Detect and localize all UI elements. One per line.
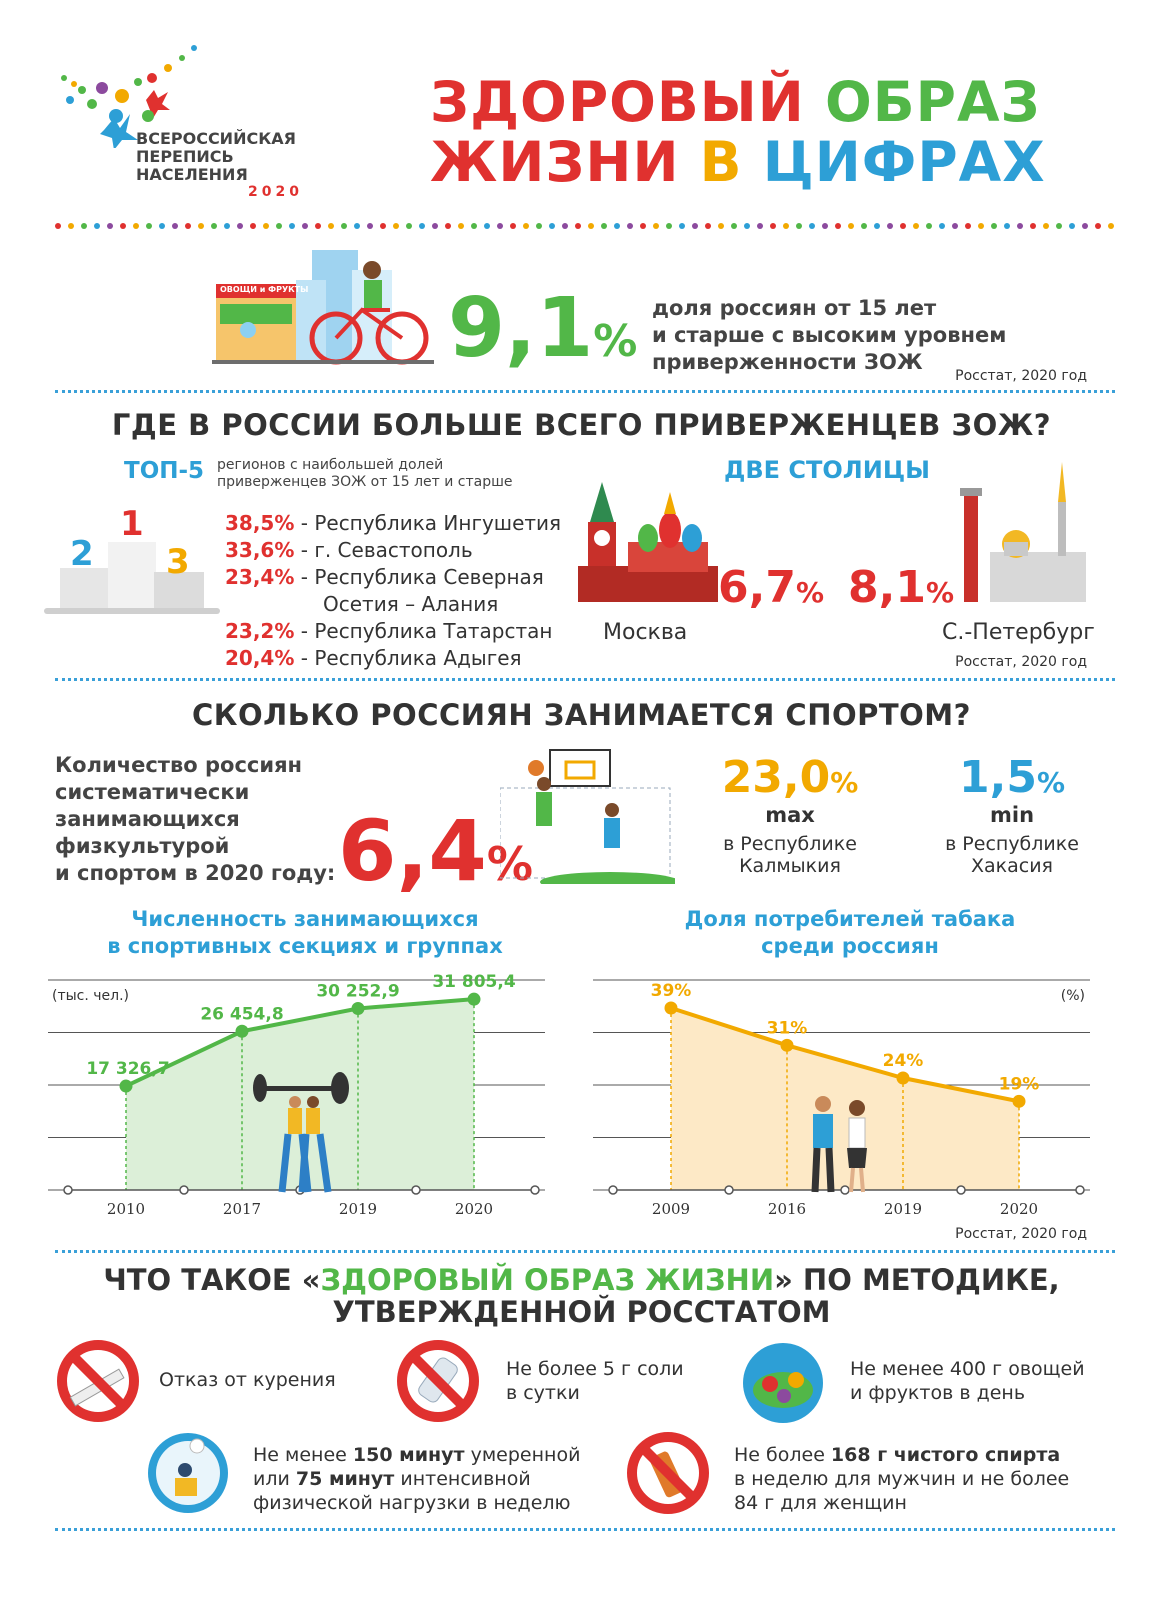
divider-dot (497, 223, 503, 229)
intro-text-line-3: приверженности ЗОЖ (652, 350, 923, 374)
logo-line-3: НАСЕЛЕНИЯ (136, 165, 248, 184)
sport-min-region-1: в Республике (945, 833, 1079, 855)
divider-dot (536, 223, 542, 229)
chart-tick-label: 2017 (222, 1200, 262, 1218)
rank-region: - Республика Татарстан (300, 619, 553, 643)
list-item (225, 564, 561, 591)
divider-dot (900, 223, 906, 229)
intro-percent-value: 9,1 (448, 281, 594, 376)
method-title-b: ЗДОРОВЫЙ ОБРАЗ ЖИЗНИ (320, 1263, 775, 1297)
activity-text-line-2 (253, 1467, 580, 1491)
axis-marker (725, 1186, 733, 1194)
sport-desc-line-5: и спортом в 2020 году: (55, 861, 336, 885)
divider-dot (588, 223, 594, 229)
divider-dot (1030, 223, 1036, 229)
chart-data-label: 39% (650, 981, 692, 1001)
divider-dot (1017, 223, 1023, 229)
no-alcohol-icon (625, 1430, 711, 1516)
divider-dot (419, 223, 425, 229)
chart-data-point (236, 1025, 249, 1038)
sport-desc-line-3: занимающихся (55, 807, 240, 831)
list-item (225, 510, 561, 537)
divider-dot (55, 223, 61, 229)
chart-tick-label: 2009 (651, 1200, 691, 1218)
method-title (0, 1264, 1163, 1328)
divider-dot (861, 223, 867, 229)
axis-marker (609, 1186, 617, 1194)
divider-dot (302, 223, 308, 229)
activity-text-part: умеренной (464, 1444, 581, 1466)
divider-dot (432, 223, 438, 229)
divider-dot (68, 223, 74, 229)
moscow-label: Москва (603, 620, 688, 645)
title-word-4: В (699, 130, 743, 194)
chart-1-title (70, 906, 540, 960)
charts-source: Росстат, 2020 год (955, 1226, 1087, 1242)
no-smoking-text: Отказ от курения (159, 1369, 336, 1391)
sport-max-label: max (765, 803, 815, 827)
logo-year: 2020 (248, 184, 303, 200)
sport-max-region-2: Калмыкия (739, 855, 841, 877)
rank-region: - Республика Адыгея (300, 646, 522, 670)
chart-2-title (610, 906, 1090, 960)
rank-value: 38,5% (225, 511, 295, 535)
sport-min (932, 752, 1092, 877)
rank-region: - Республика Северная (300, 565, 544, 589)
logo-line-2: ПЕРЕПИСЬ (136, 147, 234, 166)
title-word-5: ЦИФРАХ (762, 130, 1046, 194)
title-word-3: ЖИЗНИ (430, 130, 680, 194)
intro-text (652, 295, 1006, 376)
rank-value: 23,4% (225, 565, 295, 589)
activity-text-bold: 150 минут (352, 1444, 465, 1466)
vegetables-text (850, 1357, 1085, 1405)
divider-dot (614, 223, 620, 229)
regions-source: Росстат, 2020 год (955, 654, 1087, 670)
divider-dot (159, 223, 165, 229)
intro-percent-sign: % (593, 316, 638, 367)
divider-dot (250, 223, 256, 229)
chart-tick-label: 2019 (338, 1200, 378, 1218)
no-salt-icon (395, 1338, 481, 1424)
divider-dot (367, 223, 373, 229)
divider-dot (263, 223, 269, 229)
axis-marker (531, 1186, 539, 1194)
divider-dot (94, 223, 100, 229)
rank-region: - г. Севастополь (300, 538, 473, 562)
divider-dot (185, 223, 191, 229)
divider-dot (237, 223, 243, 229)
chart-data-point (120, 1080, 133, 1093)
podium (44, 504, 220, 614)
axis-marker (180, 1186, 188, 1194)
divider-dot (471, 223, 477, 229)
vegetables-icon (740, 1340, 826, 1426)
sport-max (710, 752, 870, 877)
method-title-a: ЧТО ТАКОЕ « (103, 1263, 321, 1297)
divider-dot (1004, 223, 1010, 229)
chart-1-title-line-1: Численность занимающихся (131, 907, 479, 931)
no-smoking-icon (55, 1338, 141, 1424)
top5-label: ТОП-5 (124, 458, 205, 484)
chart-data-label: 17 326,7 (86, 1059, 170, 1080)
activity-text-line-1 (253, 1443, 580, 1467)
page-title (430, 72, 1046, 192)
top5-desc-line-1: регионов с наибольшей долей (217, 457, 444, 473)
rank-value: 33,6% (225, 538, 295, 562)
chart-data-point (352, 1002, 365, 1015)
divider-dot (952, 223, 958, 229)
divider-dot (835, 223, 841, 229)
sport-min-region-2: Хакасия (970, 855, 1053, 877)
divider-dot (146, 223, 152, 229)
sport-title: СКОЛЬКО РОССИЯН ЗАНИМАЕТСЯ СПОРТОМ? (192, 698, 971, 732)
divider-1 (55, 390, 1115, 393)
divider-dot (1069, 223, 1075, 229)
divider-dot (913, 223, 919, 229)
axis-marker (1076, 1186, 1084, 1194)
sport-min-label: min (989, 803, 1035, 827)
chart-tick-label: 2010 (106, 1200, 146, 1218)
sport-min-value: 1,5 (958, 752, 1037, 803)
divider-dot (926, 223, 932, 229)
divider-dot (692, 223, 698, 229)
chart-data-label: 31 805,4 (432, 972, 516, 993)
divider-dot (653, 223, 659, 229)
alcohol-text-line-2: в неделю для мужчин и не более (734, 1468, 1070, 1490)
basketball-illustration (500, 748, 675, 884)
chart-2-title-line-2: среди россиян (761, 934, 939, 958)
weightlifters-illustration (250, 1072, 350, 1194)
rank-value: 20,4% (225, 646, 295, 670)
activity-text-line-3: физической нагрузки в неделю (253, 1492, 571, 1514)
sport-percent-sign: % (486, 837, 533, 891)
divider-3 (55, 1250, 1115, 1253)
divider-dot (380, 223, 386, 229)
activity-text-part: или (253, 1468, 296, 1490)
divider-dot (627, 223, 633, 229)
regions-title: ГДЕ В РОССИИ БОЛЬШЕ ВСЕГО ПРИВЕРЖЕНЦЕВ ЗОЖ? (111, 408, 1052, 442)
podium-place-3: 3 (166, 542, 190, 582)
spb-value (848, 562, 954, 613)
divider-dot (809, 223, 815, 229)
sport-min-sign: % (1036, 766, 1065, 799)
podium-place-1: 1 (120, 504, 144, 544)
activity-text-bold: 75 минут (295, 1468, 395, 1490)
chart-data-point (468, 993, 481, 1006)
list-item (225, 618, 561, 645)
divider-dot (887, 223, 893, 229)
divider-dot (315, 223, 321, 229)
intro-text-line-2: и старше с высоким уровнем (652, 323, 1007, 347)
alcohol-text-line-3: 84 г для женщин (734, 1492, 907, 1514)
stall-sign: ОВОЩИ и ФРУКТЫ (220, 285, 309, 294)
chart-data-point (665, 1002, 678, 1015)
intro-text-line-1: доля россиян от 15 лет (652, 296, 937, 320)
method-title-c: » ПО МЕТОДИКЕ, (774, 1263, 1060, 1297)
rank-value: 23,2% (225, 619, 295, 643)
title-word-2: ОБРАЗ (824, 70, 1041, 134)
chart-data-label: 19% (998, 1074, 1040, 1095)
divider-dot (198, 223, 204, 229)
divider-dot (640, 223, 646, 229)
moscow-value (718, 562, 824, 613)
chart-tick-label: 2020 (999, 1200, 1039, 1218)
divider-dot (328, 223, 334, 229)
divider-dot (107, 223, 113, 229)
alcohol-text-bold: 168 г чистого спирта (830, 1444, 1061, 1466)
divider-bottom (55, 1528, 1115, 1531)
divider-dot (484, 223, 490, 229)
rank-region: Осетия – Алания (323, 592, 499, 616)
podium-place-2: 2 (70, 534, 94, 574)
divider-dot (276, 223, 282, 229)
list-item (225, 537, 561, 564)
divider-dot (848, 223, 854, 229)
divider-dot (289, 223, 295, 229)
divider-dot (354, 223, 360, 229)
saint-petersburg-illustration (950, 462, 1090, 607)
divider-dot (562, 223, 568, 229)
divider-dot (523, 223, 529, 229)
activity-text (253, 1443, 580, 1515)
divider-dot (770, 223, 776, 229)
divider-dot (1056, 223, 1062, 229)
sport-desc-line-1: Количество россиян (55, 753, 303, 777)
spb-value-sign: % (925, 576, 955, 609)
top5-list (225, 510, 561, 672)
divider-dot (705, 223, 711, 229)
divider-dot (445, 223, 451, 229)
divider-dot (1108, 223, 1114, 229)
capitals-title: ДВЕ СТОЛИЦЫ (724, 456, 930, 484)
sport-percent-value: 6,4 (338, 802, 487, 900)
chart-data-label: 24% (882, 1051, 924, 1071)
divider-dot (978, 223, 984, 229)
divider-2 (55, 678, 1115, 681)
chart-unit-label: (тыс. чел.) (52, 988, 130, 1004)
logo (52, 38, 312, 208)
divider-dot (406, 223, 412, 229)
axis-marker (412, 1186, 420, 1194)
activity-text-part: интенсивной (394, 1468, 531, 1490)
kremlin-illustration (578, 482, 718, 607)
salt-text-line-2: в сутки (506, 1382, 580, 1404)
divider-dot (133, 223, 139, 229)
divider-dot (172, 223, 178, 229)
divider-dot (718, 223, 724, 229)
chart-data-point (1013, 1095, 1026, 1108)
divider-dot (679, 223, 685, 229)
sport-description (55, 752, 335, 887)
vegetables-text-line-1: Не менее 400 г овощей (850, 1358, 1085, 1380)
axis-marker (64, 1186, 72, 1194)
divider-dot (965, 223, 971, 229)
divider-dot (458, 223, 464, 229)
title-word-1: ЗДОРОВЫЙ (430, 70, 805, 134)
logo-line-1: ВСЕРОССИЙСКАЯ (136, 129, 296, 148)
divider-dot (822, 223, 828, 229)
vegetables-text-line-2: и фруктов в день (850, 1382, 1026, 1404)
chart-2-title-line-1: Доля потребителей табака (684, 907, 1016, 931)
spb-value-number: 8,1 (848, 562, 926, 613)
salt-text (506, 1357, 684, 1405)
divider-dot (991, 223, 997, 229)
divider-dot (666, 223, 672, 229)
divider-dot (744, 223, 750, 229)
divider-dot (510, 223, 516, 229)
divider-dot (81, 223, 87, 229)
chart-tick-label: 2019 (883, 1200, 923, 1218)
divider-dot (211, 223, 217, 229)
chart-data-label: 31% (766, 1018, 808, 1039)
chart-data-label: 26 454,8 (200, 1004, 284, 1025)
divider-dot (783, 223, 789, 229)
divider-dot (549, 223, 555, 229)
alcohol-text-part: Не более (734, 1444, 831, 1466)
divider-dot (939, 223, 945, 229)
sport-max-value: 23,0 (721, 752, 831, 803)
top5-description (217, 457, 513, 491)
chart-1-title-line-2: в спортивных секциях и группах (107, 934, 503, 958)
divider-dot (393, 223, 399, 229)
sport-desc-line-4: физкультурой (55, 834, 230, 858)
chart-tick-label: 2020 (454, 1200, 494, 1218)
chart-data-point (781, 1039, 794, 1052)
intro-source: Росстат, 2020 год (955, 368, 1087, 384)
divider-dot (731, 223, 737, 229)
colored-dots-divider (55, 223, 1115, 229)
sport-desc-line-2: систематически (55, 780, 250, 804)
salt-text-line-1: Не более 5 г соли (506, 1358, 684, 1380)
divider-dot (224, 223, 230, 229)
divider-dot (874, 223, 880, 229)
rank-region: - Республика Ингушетия (300, 511, 562, 535)
divider-dot (120, 223, 126, 229)
alcohol-text-line-1 (734, 1443, 1069, 1467)
moscow-value-number: 6,7 (718, 562, 796, 613)
divider-dot (341, 223, 347, 229)
method-title-line-2: УТВЕРЖДЕННОЙ РОССТАТОМ (332, 1295, 831, 1329)
divider-dot (1095, 223, 1101, 229)
sport-max-sign: % (830, 766, 859, 799)
divider-dot (1043, 223, 1049, 229)
sport-max-region-1: в Республике (723, 833, 857, 855)
axis-marker (957, 1186, 965, 1194)
intro-illustration (212, 240, 434, 368)
chart-unit-label: (%) (1060, 988, 1085, 1004)
chart-data-point (897, 1072, 910, 1085)
chart-tick-label: 2016 (767, 1200, 807, 1218)
list-item (225, 591, 561, 618)
divider-dot (601, 223, 607, 229)
divider-dot (796, 223, 802, 229)
divider-dot (575, 223, 581, 229)
couple-illustration (795, 1094, 885, 1194)
divider-dot (1082, 223, 1088, 229)
chart-data-label: 30 252,9 (316, 981, 400, 1002)
alcohol-text (734, 1443, 1069, 1515)
list-item (225, 645, 561, 672)
top5-desc-line-2: приверженцев ЗОЖ от 15 лет и старше (217, 474, 513, 490)
activity-text-part: Не менее (253, 1444, 353, 1466)
intro-percent (448, 281, 638, 376)
spb-label: С.-Петербург (942, 620, 1095, 645)
divider-dot (757, 223, 763, 229)
moscow-value-sign: % (795, 576, 825, 609)
activity-icon (145, 1430, 231, 1516)
